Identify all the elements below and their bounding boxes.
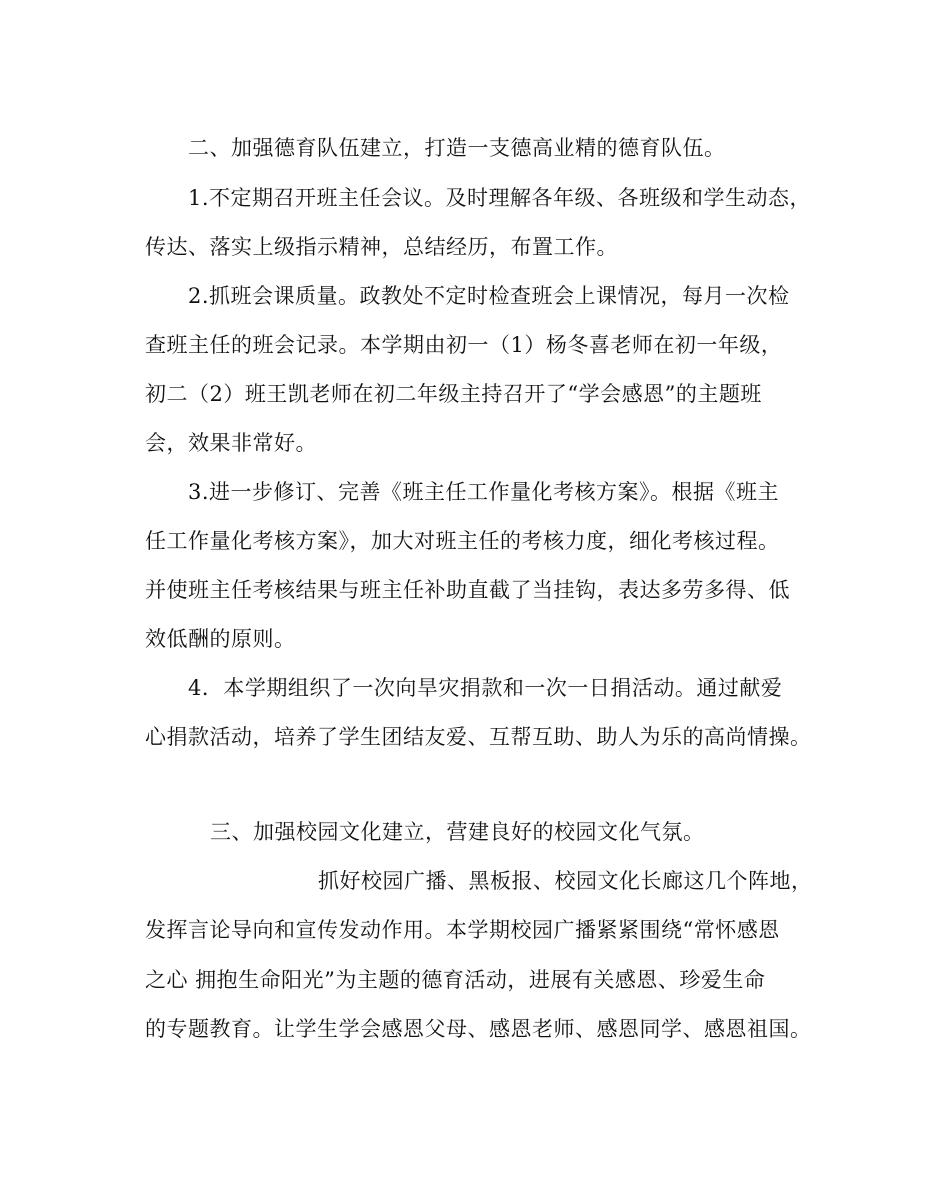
section-2-heading: 二、加强德育队伍建立，打造一支德高业精的德育队伍。 xyxy=(188,136,726,160)
paragraph-line: 初二（2）班王凯老师在初二年级主持召开了“学会感恩”的主题班 xyxy=(145,382,762,406)
paragraph-line: 2.抓班会课质量。政教处不定时检查班会上课情况，每月一次检 xyxy=(188,284,790,308)
paragraph-line: 3.进一步修订、完善《班主任工作量化考核方案》。根据《班主 xyxy=(188,480,780,504)
paragraph-line: 并使班主任考核结果与班主任补助直截了当挂钩，表达多劳多得、低 xyxy=(145,578,790,602)
paragraph-line: 心捐款活动，培养了学生团结友爱、互帮互助、助人为乐的高尚情操。 xyxy=(145,725,812,749)
paragraph-line: 查班主任的班会记录。本学期由初一（1）杨冬喜老师在初一年级， xyxy=(145,333,783,357)
paragraph-line: 发挥言论导向和宣传发动作用。本学期校园广播紧紧围绕“常怀感恩 xyxy=(145,918,780,942)
section-3-heading: 三、加强校园文化建立，营建良好的校园文化气氛。 xyxy=(210,820,705,844)
paragraph-line: 之心 拥抱生命阳光”为主题的德育活动，进展有关感恩、珍爱生命 xyxy=(145,968,766,992)
paragraph-line: 任工作量化考核方案》，加大对班主任的考核力度，细化考核过程。 xyxy=(145,529,780,553)
paragraph-line: 抓好校园广播、黑板报、校园文化长廊这几个阵地， xyxy=(318,869,813,893)
paragraph-line: 会，效果非常好。 xyxy=(145,431,317,455)
paragraph-line: 传达、落实上级指示精神，总结经历，布置工作。 xyxy=(145,235,618,259)
paragraph-line: 1.不定期召开班主任会议。及时理解各年级、各班级和学生动态， xyxy=(188,186,812,210)
paragraph-line: 的专题教育。让学生学会感恩父母、感恩老师、感恩同学、感恩祖国。 xyxy=(145,1017,812,1041)
paragraph-line: 效低酬的原则。 xyxy=(145,627,296,651)
paragraph-line: 4．本学期组织了一次向旱灾捐款和一次一日捐活动。通过献爱 xyxy=(188,676,783,700)
